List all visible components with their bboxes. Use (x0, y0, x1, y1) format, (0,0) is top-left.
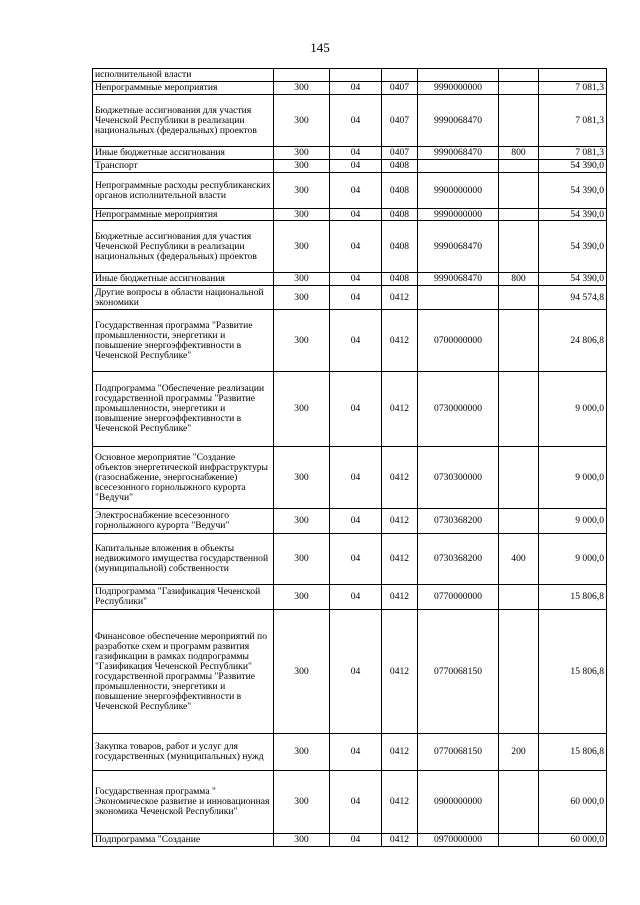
cell-target-article: 9990000000 (418, 82, 499, 95)
cell-section: 04 (330, 585, 382, 610)
budget-table (92, 68, 607, 847)
cell-name: Непрограммные расходы республиканских органов исполнительной власти (93, 173, 274, 209)
cell-expense-type (499, 310, 539, 372)
cell-subsection: 0412 (382, 534, 418, 585)
cell-name: Транспорт (93, 160, 274, 173)
table-row (93, 82, 607, 95)
table-row (93, 273, 607, 286)
cell-ministry-code: 300 (274, 173, 330, 209)
cell-ministry-code: 300 (274, 310, 330, 372)
cell-expense-type (499, 447, 539, 509)
cell-amount: 9 000,0 (539, 509, 607, 534)
cell-expense-type (499, 69, 539, 82)
cell-ministry-code: 300 (274, 273, 330, 286)
cell-amount: 54 390,0 (539, 273, 607, 286)
cell-target-article: 9990068470 (418, 273, 499, 286)
cell-ministry-code: 300 (274, 221, 330, 273)
cell-subsection: 0408 (382, 209, 418, 221)
cell-name: Государственная программа "Развитие промышленности, энергетики и повышение энергоэффективности в Чеченской Республике" (93, 310, 274, 372)
cell-ministry-code: 300 (274, 82, 330, 95)
cell-ministry-code: 300 (274, 534, 330, 585)
cell-name: Основное мероприятие "Создание объектов энергетической инфраструктуры (газоснабжение, энергоснабжение) всесезонного горнолыжного курорта "Ведучи" (93, 447, 274, 509)
cell-section: 04 (330, 310, 382, 372)
cell-target-article (418, 69, 499, 82)
cell-target-article: 9990000000 (418, 209, 499, 221)
table-row (93, 771, 607, 834)
cell-amount: 94 574,8 (539, 286, 607, 310)
cell-section: 04 (330, 160, 382, 173)
cell-amount: 54 390,0 (539, 209, 607, 221)
cell-target-article: 0970000000 (418, 834, 499, 847)
cell-expense-type (499, 771, 539, 834)
cell-section: 04 (330, 372, 382, 447)
cell-ministry-code: 300 (274, 771, 330, 834)
cell-subsection: 0408 (382, 273, 418, 286)
cell-subsection: 0412 (382, 447, 418, 509)
cell-name: Электроснабжение всесезонного горнолыжного курорта "Ведучи" (93, 509, 274, 534)
cell-section: 04 (330, 147, 382, 160)
table-row (93, 534, 607, 585)
table-row (93, 286, 607, 310)
table-row (93, 610, 607, 734)
cell-ministry-code: 300 (274, 734, 330, 771)
table-row (93, 585, 607, 610)
cell-section: 04 (330, 273, 382, 286)
page-number: 145 (310, 40, 330, 55)
cell-name: Капитальные вложения в объекты недвижимого имущества государственной (муниципальной) собственности (93, 534, 274, 585)
cell-subsection: 0412 (382, 771, 418, 834)
cell-section (330, 69, 382, 82)
cell-expense-type (499, 209, 539, 221)
cell-subsection: 0412 (382, 310, 418, 372)
cell-expense-type (499, 160, 539, 173)
cell-section: 04 (330, 95, 382, 147)
cell-expense-type (499, 610, 539, 734)
table-row (93, 447, 607, 509)
cell-ministry-code: 300 (274, 585, 330, 610)
cell-section: 04 (330, 221, 382, 273)
table-row (93, 734, 607, 771)
cell-section: 04 (330, 173, 382, 209)
cell-name: Иные бюджетные ассигнования (93, 147, 274, 160)
cell-target-article: 9990068470 (418, 221, 499, 273)
cell-expense-type (499, 585, 539, 610)
cell-target-article: 9990068470 (418, 147, 499, 160)
table-row (93, 372, 607, 447)
cell-ministry-code: 300 (274, 209, 330, 221)
cell-subsection: 0412 (382, 610, 418, 734)
cell-ministry-code: 300 (274, 147, 330, 160)
cell-subsection: 0407 (382, 147, 418, 160)
cell-target-article: 9990068470 (418, 95, 499, 147)
cell-name: Бюджетные ассигнования для участия Чеченской Республики в реализации национальных (федеральных) проектов (93, 95, 274, 147)
cell-section: 04 (330, 610, 382, 734)
cell-section: 04 (330, 734, 382, 771)
table-row (93, 209, 607, 221)
table-row (93, 160, 607, 173)
cell-section: 04 (330, 509, 382, 534)
cell-target-article: 0730368200 (418, 509, 499, 534)
cell-subsection: 0412 (382, 585, 418, 610)
cell-section: 04 (330, 771, 382, 834)
cell-name: Закупка товаров, работ и услуг для государственных (муниципальных) нужд (93, 734, 274, 771)
cell-subsection: 0412 (382, 834, 418, 847)
cell-target-article: 9900000000 (418, 173, 499, 209)
cell-target-article: 0730000000 (418, 372, 499, 447)
cell-name: Подпрограмма "Обеспечение реализации государственной программы "Развитие промышленности, энергетики и повышение энергоэффективности в Чеченской Республике" (93, 372, 274, 447)
cell-amount: 24 806,8 (539, 310, 607, 372)
cell-expense-type: 800 (499, 273, 539, 286)
cell-ministry-code: 300 (274, 447, 330, 509)
cell-subsection: 0407 (382, 82, 418, 95)
cell-section: 04 (330, 286, 382, 310)
cell-amount: 9 000,0 (539, 447, 607, 509)
cell-name: Непрограммные мероприятия (93, 82, 274, 95)
cell-subsection: 0412 (382, 372, 418, 447)
cell-expense-type (499, 372, 539, 447)
cell-amount: 9 000,0 (539, 372, 607, 447)
cell-target-article: 0730368200 (418, 534, 499, 585)
cell-amount: 7 081,3 (539, 95, 607, 147)
cell-expense-type (499, 286, 539, 310)
cell-section: 04 (330, 834, 382, 847)
cell-name: Бюджетные ассигнования для участия Чеченской Республики в реализации национальных (федеральных) проектов (93, 221, 274, 273)
cell-name: Подпрограмма "Создание (93, 834, 274, 847)
cell-expense-type: 200 (499, 734, 539, 771)
cell-subsection: 0412 (382, 286, 418, 310)
cell-name: Подпрограмма "Газификация Чеченской Республики" (93, 585, 274, 610)
cell-amount: 15 806,8 (539, 610, 607, 734)
table-row (93, 173, 607, 209)
cell-expense-type (499, 221, 539, 273)
cell-section: 04 (330, 534, 382, 585)
cell-subsection (382, 69, 418, 82)
cell-expense-type (499, 173, 539, 209)
cell-amount: 15 806,8 (539, 585, 607, 610)
cell-amount: 54 390,0 (539, 221, 607, 273)
cell-subsection: 0407 (382, 95, 418, 147)
cell-amount: 54 390,0 (539, 160, 607, 173)
cell-target-article: 0730300000 (418, 447, 499, 509)
table-row (93, 310, 607, 372)
cell-name: Другие вопросы в области национальной экономики (93, 286, 274, 310)
cell-expense-type (499, 509, 539, 534)
cell-ministry-code (274, 69, 330, 82)
cell-expense-type (499, 82, 539, 95)
cell-subsection: 0408 (382, 173, 418, 209)
cell-subsection: 0408 (382, 160, 418, 173)
cell-expense-type: 400 (499, 534, 539, 585)
cell-name: Иные бюджетные ассигнования (93, 273, 274, 286)
cell-ministry-code: 300 (274, 509, 330, 534)
cell-amount: 54 390,0 (539, 173, 607, 209)
cell-target-article: 0700000000 (418, 310, 499, 372)
cell-ministry-code: 300 (274, 610, 330, 734)
cell-expense-type (499, 95, 539, 147)
cell-section: 04 (330, 209, 382, 221)
cell-section: 04 (330, 82, 382, 95)
cell-subsection: 0412 (382, 734, 418, 771)
cell-expense-type: 800 (499, 147, 539, 160)
cell-amount: 7 081,3 (539, 82, 607, 95)
table-row (93, 147, 607, 160)
cell-expense-type (499, 834, 539, 847)
cell-name: исполнительной власти (93, 69, 274, 82)
table-body (93, 69, 607, 847)
cell-amount: 7 081,3 (539, 147, 607, 160)
cell-name: Финансовое обеспечение мероприятий по разработке схем и программ развития газификации в рамках подпрограммы "Газификация Чеченской Республики" государственной программы "Развитие промышленности, энергетики и повышение энергоэффективности в Чеченской Республике" (93, 610, 274, 734)
cell-amount: 15 806,8 (539, 734, 607, 771)
cell-ministry-code: 300 (274, 160, 330, 173)
cell-amount: 60 000,0 (539, 771, 607, 834)
cell-name: Непрограммные мероприятия (93, 209, 274, 221)
cell-target-article: 0770000000 (418, 585, 499, 610)
cell-target-article: 0770068150 (418, 734, 499, 771)
cell-amount: 9 000,0 (539, 534, 607, 585)
cell-target-article (418, 160, 499, 173)
cell-amount (539, 69, 607, 82)
cell-amount: 60 000,0 (539, 834, 607, 847)
cell-name: Государственная программа " Экономическое развитие и инновационная экономика Чеченской Республики" (93, 771, 274, 834)
table-row (93, 95, 607, 147)
table-row (93, 509, 607, 534)
cell-target-article: 0770068150 (418, 610, 499, 734)
cell-ministry-code: 300 (274, 95, 330, 147)
cell-subsection: 0408 (382, 221, 418, 273)
cell-ministry-code: 300 (274, 372, 330, 447)
cell-ministry-code: 300 (274, 834, 330, 847)
cell-section: 04 (330, 447, 382, 509)
cell-target-article: 0900000000 (418, 771, 499, 834)
cell-ministry-code: 300 (274, 286, 330, 310)
cell-target-article (418, 286, 499, 310)
cell-subsection: 0412 (382, 509, 418, 534)
table-row (93, 221, 607, 273)
table-row (93, 834, 607, 847)
table-row (93, 69, 607, 82)
